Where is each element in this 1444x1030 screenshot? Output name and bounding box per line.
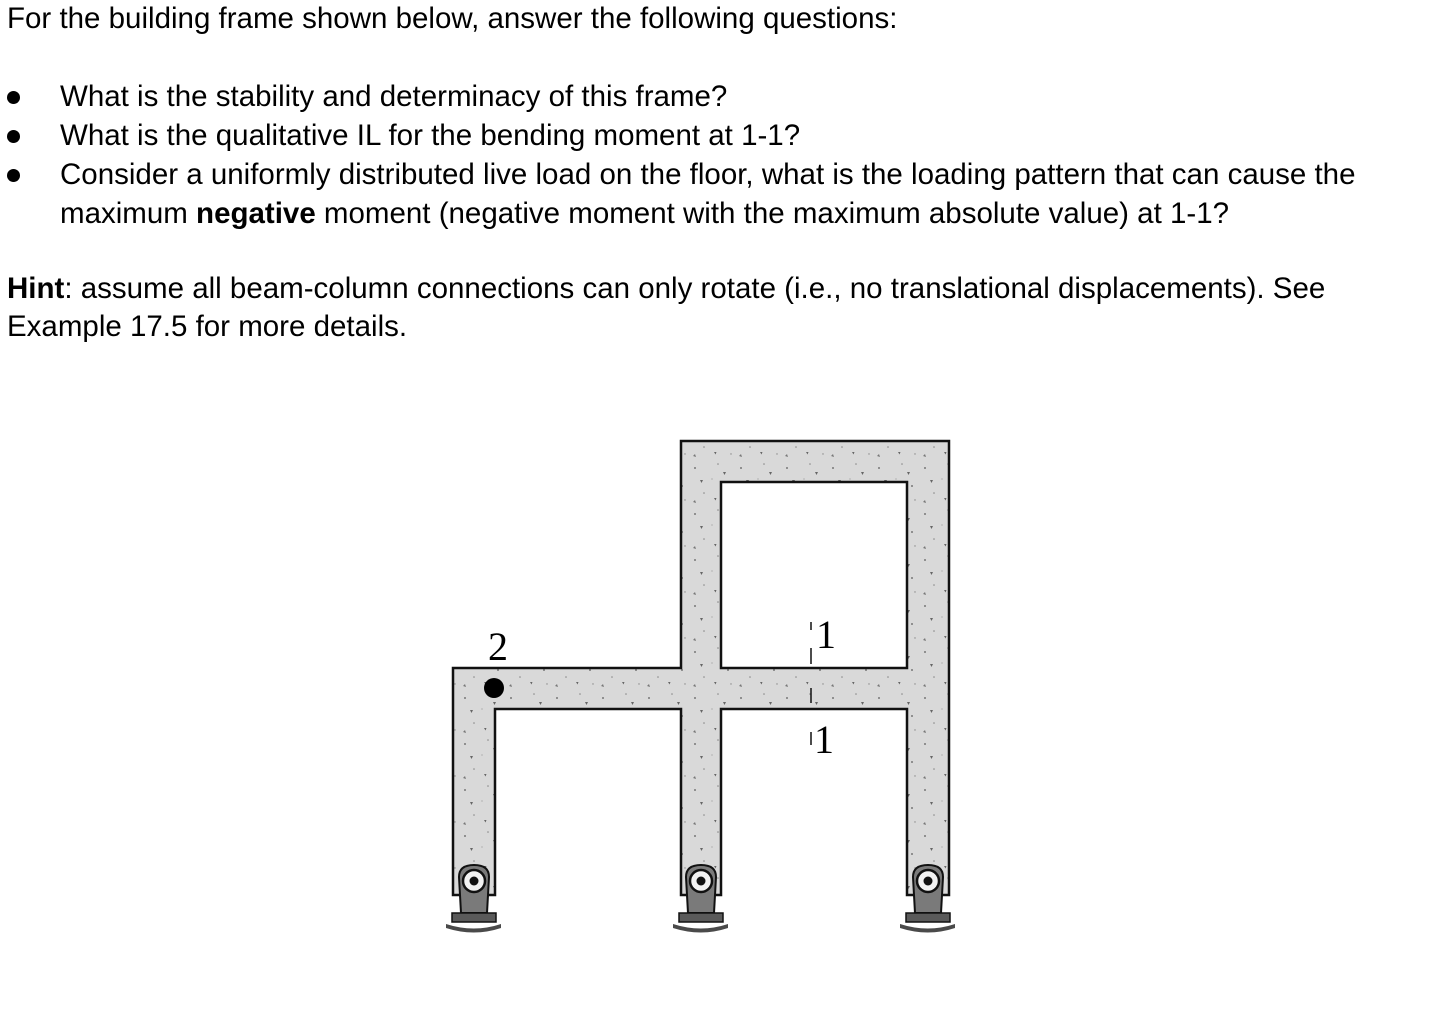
negative-emphasis: negative <box>196 196 316 230</box>
section-label-bottom: 1 <box>814 717 834 762</box>
question-text-2: What is the qualitative IL for the bending moment at 1-1? <box>60 118 801 152</box>
question-text-3-after: moment (negative moment with the maximum absolute value) at 1-1? <box>315 196 1230 230</box>
point-2-marker <box>484 678 504 698</box>
hint-text: : assume all beam-column connections can only rotate (i.e., no translational displacements). See Example 17.5 for more details. <box>7 271 1326 343</box>
question-text-1: What is the stability and determinacy of this frame? <box>60 79 728 113</box>
section-label-top: 1 <box>816 612 836 657</box>
hint-label: Hint <box>7 271 65 305</box>
point-2-label: 2 <box>488 624 508 669</box>
intro-text: For the building frame shown below, answer the following questions: <box>7 2 898 35</box>
concrete-frame <box>453 441 949 895</box>
question-text-3-before: Consider a uniformly distributed live load on the floor, what is the loading pattern that can cause the maximum <box>60 157 1356 230</box>
